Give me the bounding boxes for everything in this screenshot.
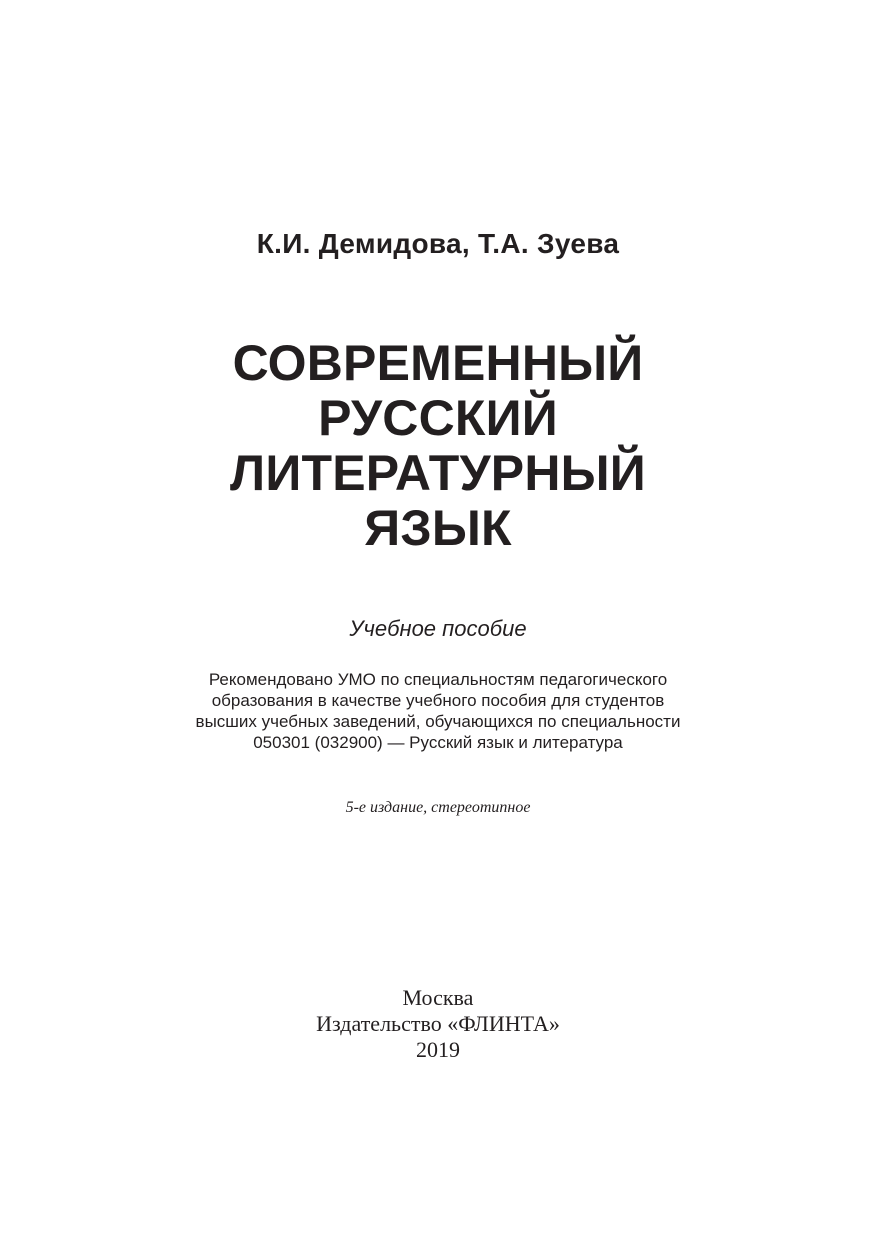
imprint-city: Москва (402, 985, 474, 1010)
imprint-year: 2019 (416, 1037, 460, 1062)
book-subtitle: Учебное пособие (349, 616, 527, 641)
imprint (0, 985, 876, 1063)
book-title (0, 336, 876, 556)
book-title-line: ЯЗЫК (364, 500, 512, 556)
recommendation-text (0, 669, 876, 753)
edition-note: 5-е издание, стереотипное (345, 799, 531, 816)
recommendation-line: высших учебных заведений, обучающихся по специальности (195, 712, 681, 731)
book-title-line: ЛИТЕРАТУРНЫЙ (230, 445, 646, 501)
book-title-line: СОВРЕМЕННЫЙ (232, 335, 644, 391)
recommendation-line: Рекомендовано УМО по специальностям педагогического (208, 670, 668, 689)
imprint-publisher: Издательство «ФЛИНТА» (316, 1011, 560, 1036)
book-title-line: РУССКИЙ (318, 390, 558, 446)
recommendation-line: образования в качестве учебного пособия для студентов (211, 691, 665, 710)
recommendation-line: 050301 (032900) — Русский язык и литература (253, 733, 623, 752)
authors: К.И. Демидова, Т.А. Зуева (256, 228, 620, 259)
